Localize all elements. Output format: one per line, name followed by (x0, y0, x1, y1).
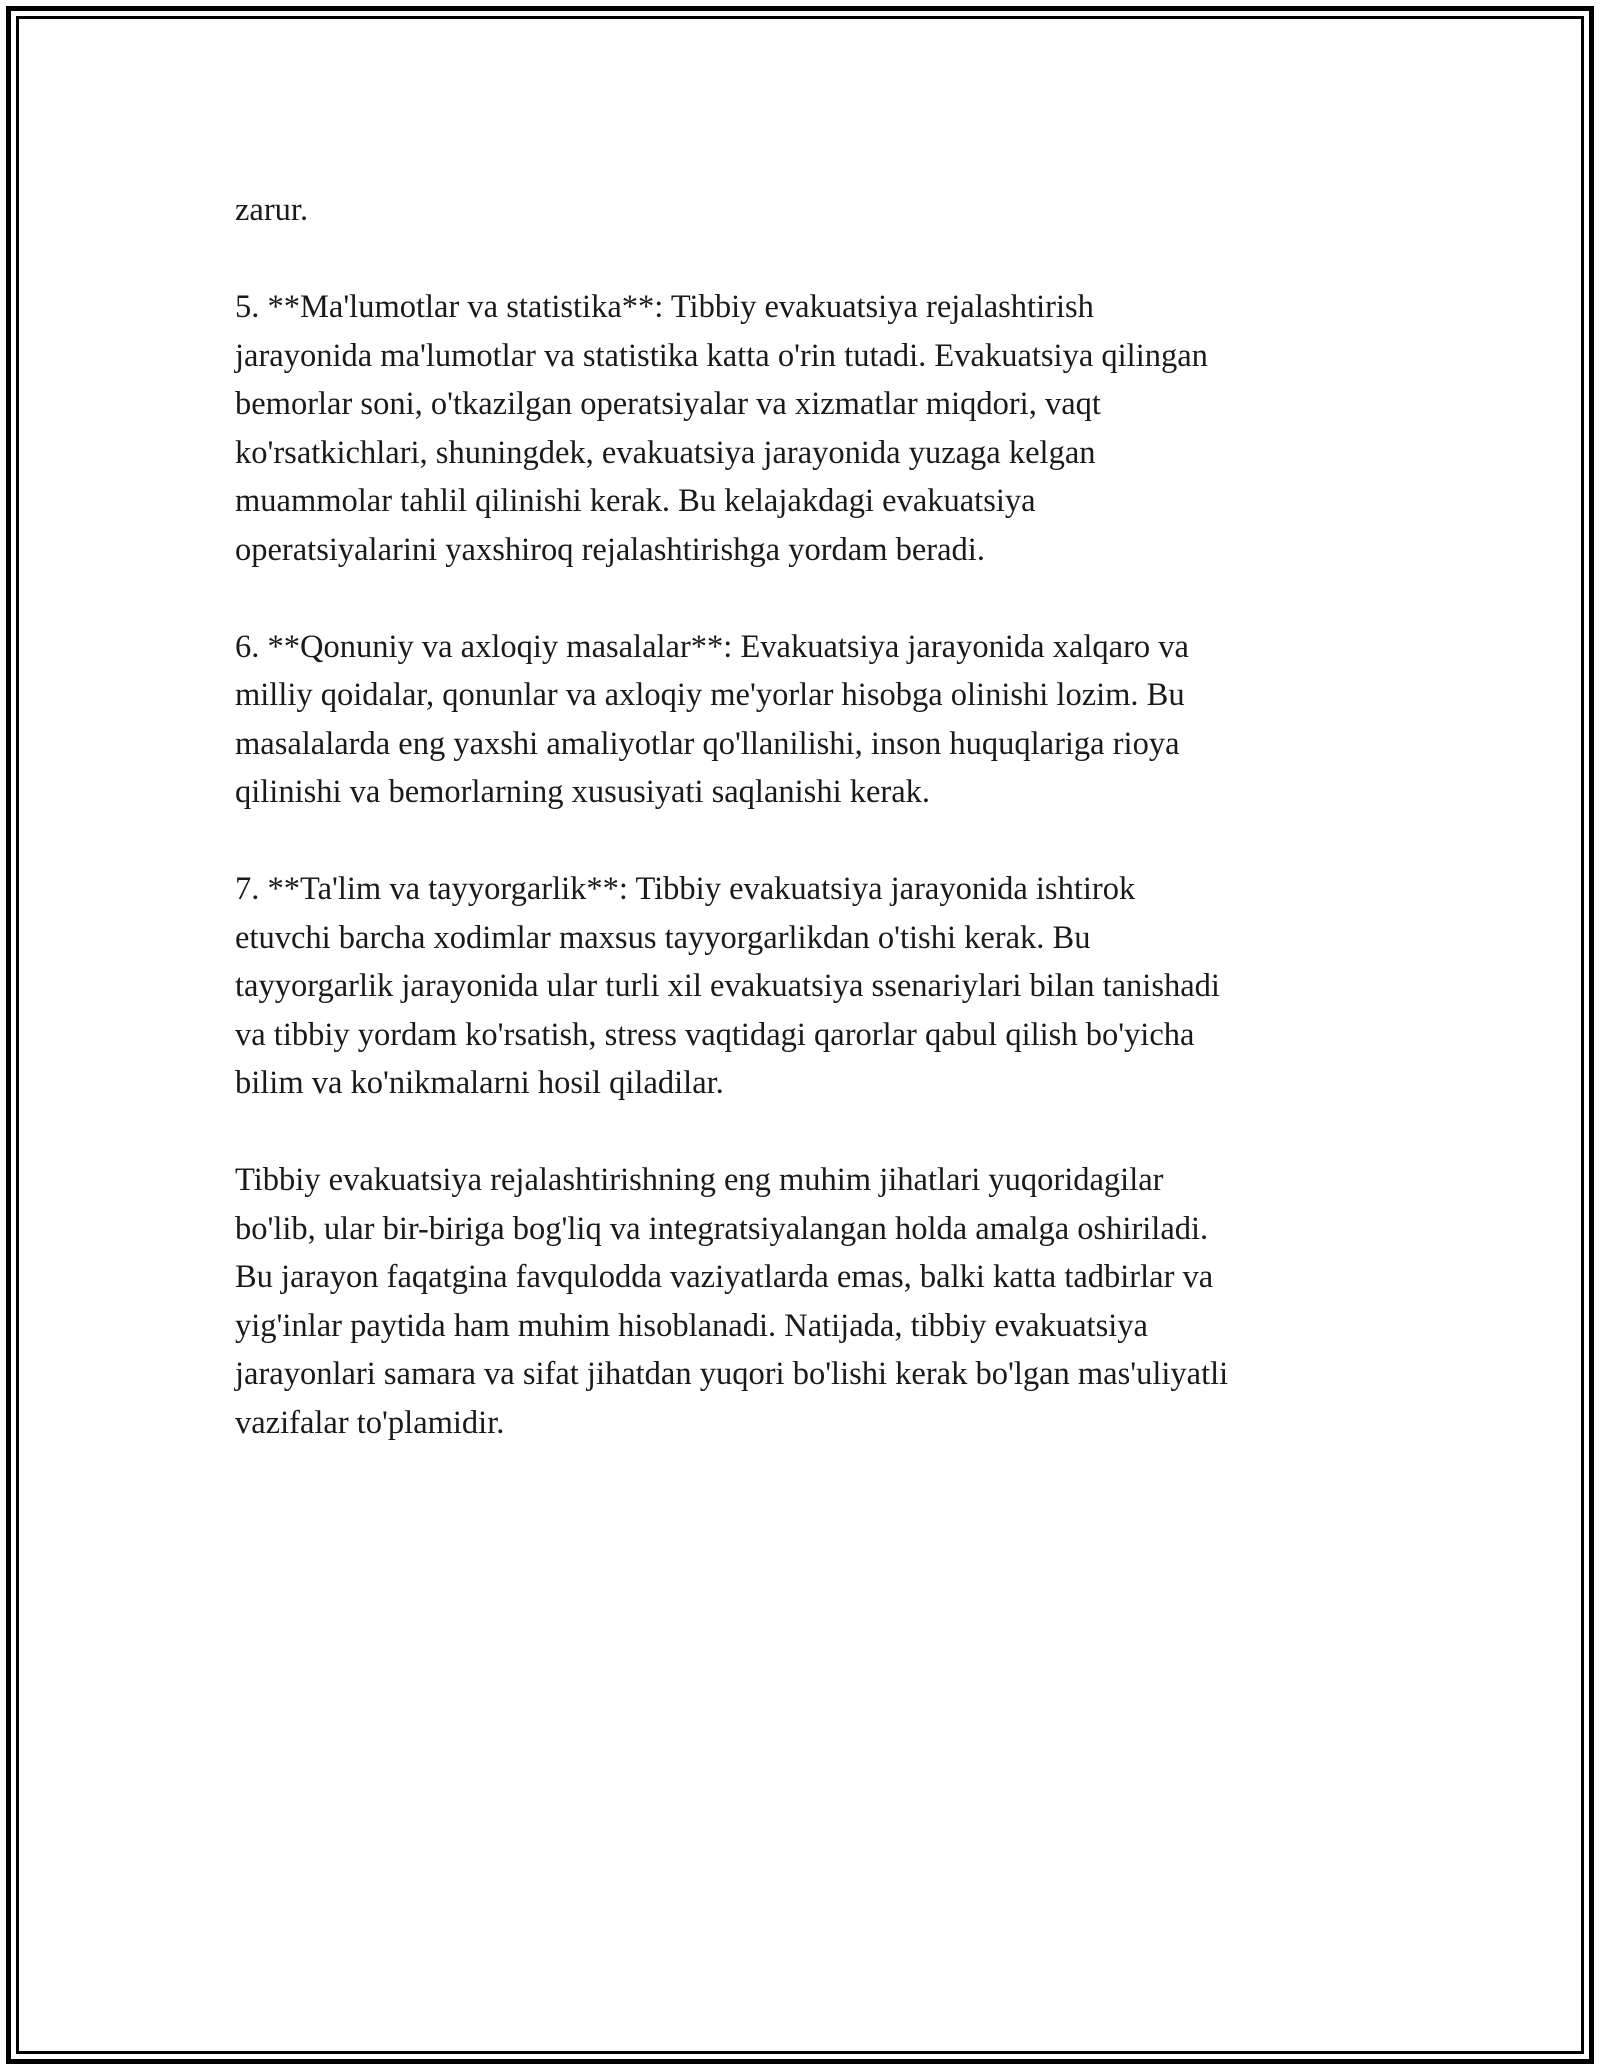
paragraph-item-7-training: 7. **Ta'lim va tayyorgarlik**: Tibbiy evakuatsiya jarayonida ishtirok etuvchi barcha xodimlar maxsus tayyorgarlikdan o'tishi kerak. Bu tayyorgarlik jarayonida ular turli xil evakuatsiya ssenariylari bilan tanishadi va tibbiy yordam ko'rsatish, stress vaqtidagi qarorlar qabul qilish bo'yicha bilim va ko'nikmalarni hosil qiladilar. (235, 871, 1220, 1101)
paragraph-item-6-legal-ethical: 6. **Qonuniy va axloqiy masalalar**: Evakuatsiya jarayonida xalqaro va milliy qoidalar, qonunlar va axloqiy me'yorlar hisobga olinishi lozim. Bu masalalarda eng yaxshi amaliyotlar qo'llanilishi, inson huquqlariga rioya qilinishi va bemorlarning xususiyati saqlanishi kerak. (235, 628, 1189, 810)
paragraph-continuation: zarur. (235, 192, 309, 228)
paragraph-conclusion: Tibbiy evakuatsiya rejalashtirishning eng muhim jihatlari yuqoridagilar bo'lib, ular bir-biriga bog'liq va integratsiyalangan holda amalga oshiriladi. Bu jarayon faqatgina favqulodda vaziyatlarda emas, balki katta tadbirlar va yig'inlar paytida ham muhim hisoblanadi. Natijada, tibbiy evakuatsiya jarayonlari samara va sifat jihatdan yuqori bo'lishi kerak bo'lgan mas'uliyatli vazifalar to'plamidir. (235, 1162, 1229, 1441)
document-body (235, 186, 1375, 1496)
paragraph-item-5-data-statistics: 5. **Ma'lumotlar va statistika**: Tibbiy evakuatsiya rejalashtirish jarayonida ma'lumotlar va statistika katta o'rin tutadi. Evakuatsiya qilingan bemorlar soni, o'tkazilgan operatsiyalar va xizmatlar miqdori, vaqt ko'rsatkichlari, shuningdek, evakuatsiya jarayonida yuzaga kelgan muammolar tahlil qilinishi kerak. Bu kelajakdagi evakuatsiya operatsiyalarini yaxshiroq rejalashtirishga yordam beradi. (235, 289, 1208, 568)
